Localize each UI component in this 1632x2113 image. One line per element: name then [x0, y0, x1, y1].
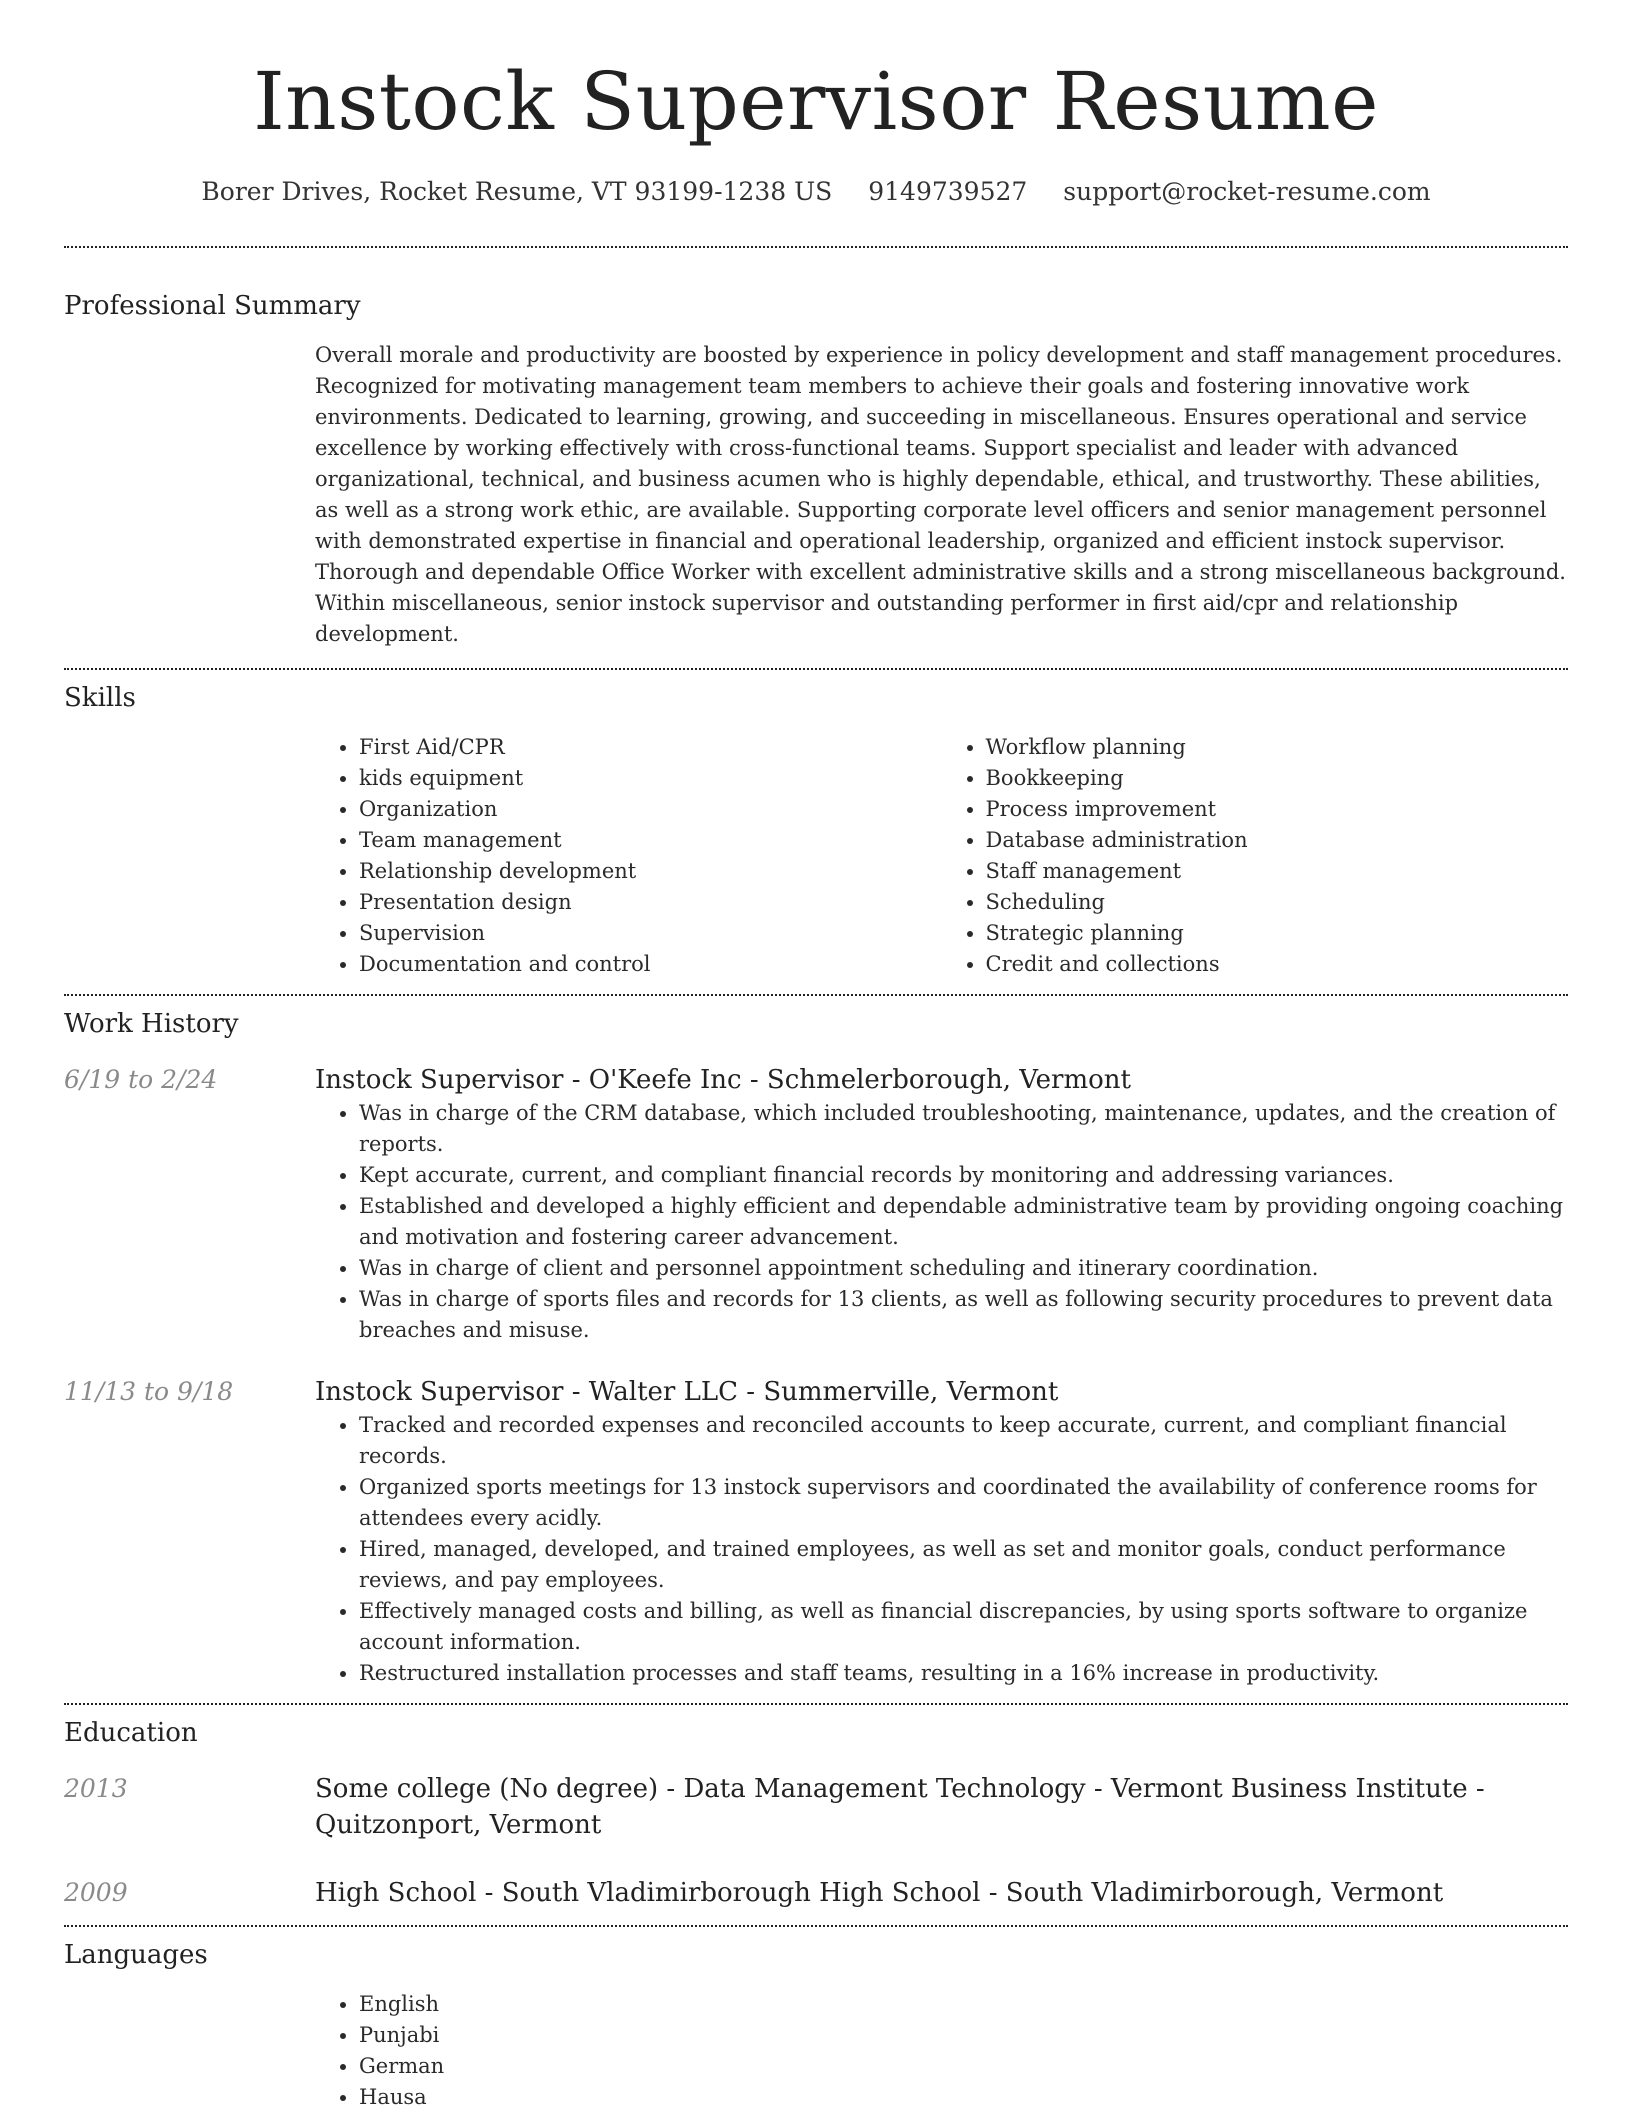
skill-item: • Supervision — [359, 918, 942, 949]
languages-body — [315, 1989, 1568, 2113]
languages-list — [315, 1989, 1568, 2113]
skills-heading: Skills — [64, 683, 136, 713]
skill-item: • Strategic planning — [986, 918, 1569, 949]
language-item: • German — [359, 2051, 1568, 2082]
job-bullet: • Effectively managed costs and billing, as well as financial discrepancies, by using sports software to organize account information. — [359, 1596, 1568, 1658]
languages-heading: Languages — [64, 1940, 208, 1970]
skills-list-right — [942, 732, 1569, 980]
skill-item: • Presentation design — [359, 887, 942, 918]
skill-item: • First Aid/CPR — [359, 732, 942, 763]
skills-list-left — [315, 732, 942, 980]
job-dates: 11/13 to 9/18 — [64, 1377, 234, 1406]
skill-item: • Database administration — [986, 825, 1569, 856]
skill-item: • Organization — [359, 794, 942, 825]
job-bullet: • Restructured installation processes and staff teams, resulting in a 16% increase in productivity. — [359, 1658, 1568, 1689]
education-body — [315, 1771, 1568, 1843]
education-entry — [64, 1875, 1568, 1911]
job-bullet: • Established and developed a highly efficient and dependable administrative team by providing ongoing coaching and motivation and fostering career advancement. — [359, 1191, 1568, 1253]
summary-heading: Professional Summary — [64, 291, 361, 321]
education-text: Some college (No degree) - Data Management Technology - Vermont Business Institute - Quitzonport, Vermont — [315, 1774, 1485, 1840]
skill-item: • Scheduling — [986, 887, 1569, 918]
job-heading: Instock Supervisor - Walter LLC - Summerville, Vermont — [315, 1377, 1059, 1407]
contact-phone: 9149739527 — [868, 177, 1028, 206]
job-bullet: • Was in charge of sports files and records for 13 clients, as well as following security procedures to prevent data breaches and misuse. — [359, 1284, 1568, 1346]
education-entry — [64, 1771, 1568, 1843]
skill-item: • Workflow planning — [986, 732, 1569, 763]
section-divider — [64, 994, 1568, 996]
job-bullet: • Kept accurate, current, and compliant financial records by monitoring and addressing variances. — [359, 1160, 1568, 1191]
job-bullets — [315, 1098, 1568, 1346]
work-section — [64, 1006, 1568, 1689]
skill-item: • Staff management — [986, 856, 1569, 887]
section-divider — [64, 668, 1568, 670]
contact-address: Borer Drives, Rocket Resume, VT 93199-1238 US — [201, 177, 833, 206]
summary-text: Overall morale and productivity are boosted by experience in policy development and staff management procedures. Recognized for motivating management team members to achieve their goals and fostering innovative work environments. Dedicated to learning, growing, and succeeding in miscellaneous. Ensures operational and service excellence by working effectively with cross-functional teams. Support specialist and leader with advanced organizational, technical, and business acumen who is highly dependable, ethical, and trustworthy. These abilities, as well as a strong work ethic, are available. Supporting corporate level officers and senior management personnel with demonstrated expertise in financial and operational leadership, organized and efficient instock supervisor. Thorough and dependable Office Worker with excellent administrative skills and a strong miscellaneous background. Within miscellaneous, senior instock supervisor and outstanding performer in first aid/cpr and relationship development. — [315, 343, 1566, 646]
job-bullet: • Organized sports meetings for 13 instock supervisors and coordinated the availability of conference rooms for attendees every acidly. — [359, 1472, 1568, 1534]
language-item: • Hausa — [359, 2082, 1568, 2113]
contact-line — [0, 174, 1632, 210]
job-bullet: • Was in charge of client and personnel appointment scheduling and itinerary coordination. — [359, 1253, 1568, 1284]
job-bullet: • Hired, managed, developed, and trained employees, as well as set and monitor goals, conduct performance reviews, and pay employees. — [359, 1534, 1568, 1596]
job-body — [315, 1062, 1568, 1346]
job-body — [315, 1374, 1568, 1689]
section-divider — [64, 1703, 1568, 1705]
language-item: • English — [359, 1989, 1568, 2020]
skill-item: • Process improvement — [986, 794, 1569, 825]
job-heading: Instock Supervisor - O'Keefe Inc - Schmelerborough, Vermont — [315, 1065, 1131, 1095]
education-section — [64, 1715, 1568, 1911]
resume-title: Instock Supervisor Resume — [253, 55, 1379, 148]
section-divider — [64, 246, 1568, 248]
education-year: 2013 — [64, 1774, 128, 1803]
education-heading: Education — [64, 1718, 198, 1748]
skill-item: • kids equipment — [359, 763, 942, 794]
job-bullet: • Was in charge of the CRM database, which included troubleshooting, maintenance, updates, and the creation of reports. — [359, 1098, 1568, 1160]
job-bullet: • Tracked and recorded expenses and reconciled accounts to keep accurate, current, and compliant financial records. — [359, 1410, 1568, 1472]
skill-item: • Credit and collections — [986, 949, 1569, 980]
languages-section — [64, 1937, 1568, 2113]
skills-grid — [315, 732, 1568, 980]
job-entry — [64, 1062, 1568, 1346]
summary-body — [315, 340, 1568, 650]
education-year: 2009 — [64, 1878, 128, 1907]
contact-email: support@rocket-resume.com — [1063, 177, 1431, 206]
skills-section — [64, 680, 1568, 980]
education-body — [315, 1875, 1568, 1911]
education-text: High School - South Vladimirborough High School - South Vladimirborough, Vermont — [315, 1878, 1444, 1908]
skill-item: • Team management — [359, 825, 942, 856]
job-bullets — [315, 1410, 1568, 1689]
job-entry — [64, 1374, 1568, 1689]
summary-section — [64, 288, 1568, 650]
skill-item: • Relationship development — [359, 856, 942, 887]
language-item: • Punjabi — [359, 2020, 1568, 2051]
skill-item: • Documentation and control — [359, 949, 942, 980]
skill-item: • Bookkeeping — [986, 763, 1569, 794]
section-divider — [64, 1925, 1568, 1927]
work-heading: Work History — [64, 1009, 239, 1039]
job-dates: 6/19 to 2/24 — [64, 1065, 218, 1094]
